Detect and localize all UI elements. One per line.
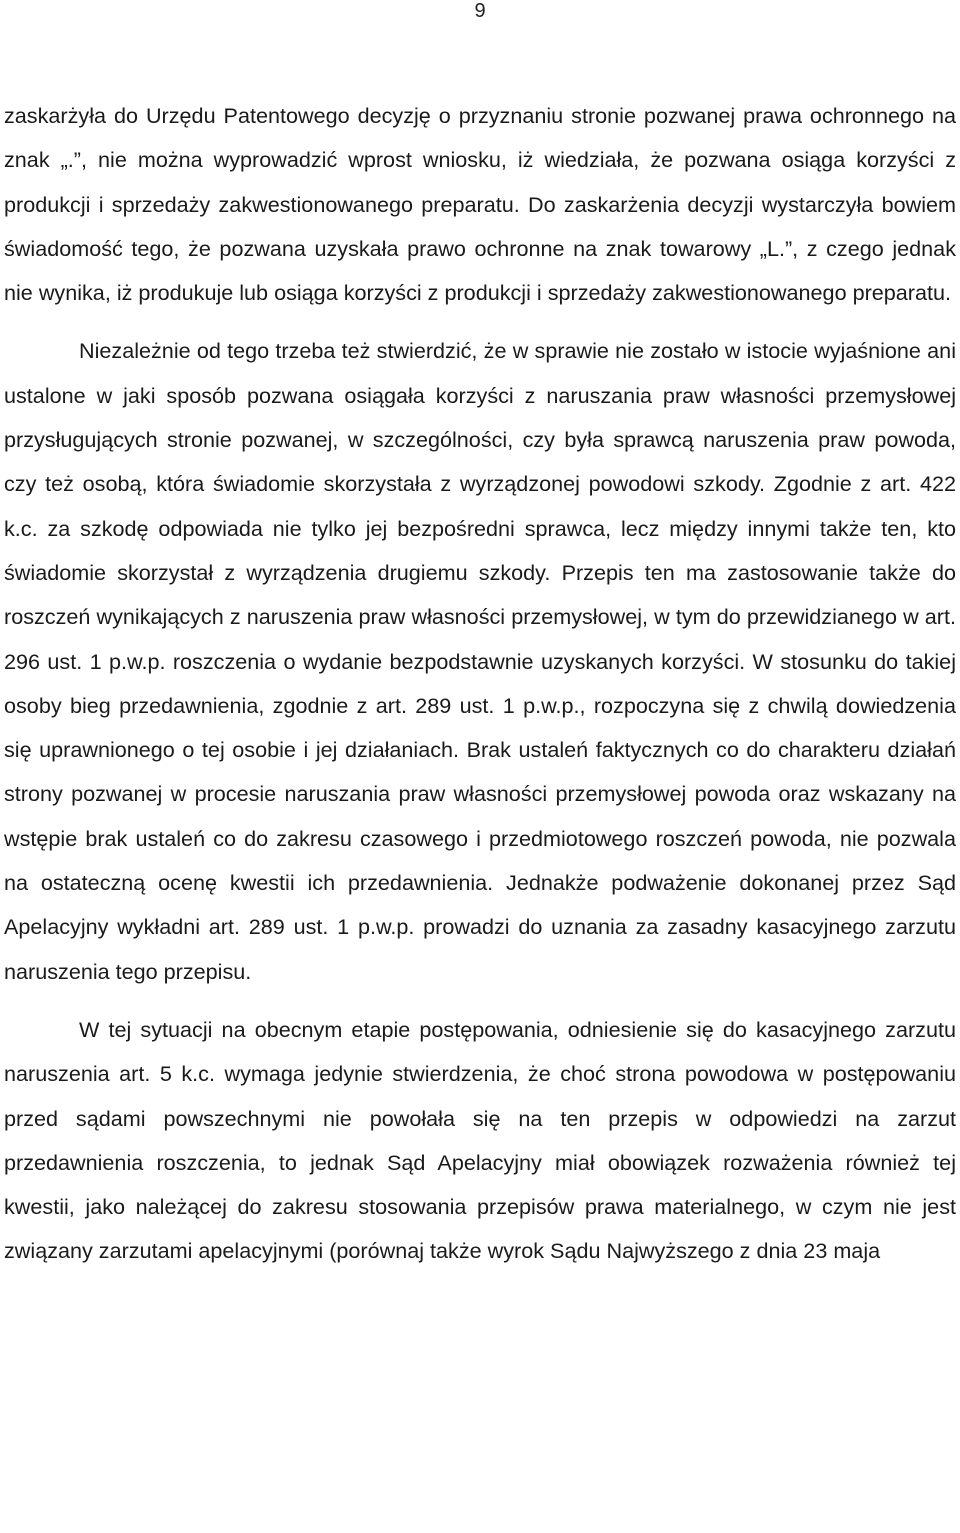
- paragraph-art5-objection: W tej sytuacji na obecnym etapie postępowania, odniesienie się do kasacyjnego zarzutu naruszenia art. 5 k.c. wymaga jedynie stwierdzenia, że choć strona powodowa w postępowaniu przed sądami powszechnymi nie powołała się na ten przepis w odpowiedzi na zarzut przedawnienia roszczenia, to jednak Sąd Apelacyjny miał obowiązek rozważenia również tej kwestii, jako należącej do zakresu stosowania przepisów prawa materialnego, w czym nie jest związany zarzutami apelacyjnymi (porównaj także wyrok Sądu Najwyższego z dnia 23 maja: [4, 1016, 956, 1264]
- paragraph-limitation-analysis: Niezależnie od tego trzeba też stwierdzić, że w sprawie nie zostało w istocie wyjaśnione ani ustalone w jaki sposób pozwana osiągała korzyści z naruszania praw własności przemysłowej przysługujących stronie pozwanej, w szczególności, czy była sprawcą naruszenia praw powoda, czy też osobą, która świadomie skorzystała z wyrządzonej powodowi szkody. Zgodnie z art. 422 k.c. za szkodę odpowiada nie tylko jej bezpośredni sprawca, lecz między innymi także ten, kto świadomie skorzystał z wyrządzenia drugiemu szkody. Przepis ten ma zastosowanie także do roszczeń wynikających z naruszenia praw własności przemysłowej, w tym do przewidzianego w art. 296 ust. 1 p.w.p. roszczenia o wydanie bezpodstawnie uzyskanych korzyści. W stosunku do takiej osoby bieg przedawnienia, zgodnie z art. 289 ust. 1 p.w.p., rozpoczyna się z chwilą dowiedzenia się uprawnionego o tej osobie i jej działaniach. Brak ustaleń faktycznych co do charakteru działań strony pozwanej w procesie naruszania praw własności przemysłowej powoda oraz wskazany na wstępie brak ustaleń co do zakresu czasowego i przedmiotowego roszczeń powoda, nie pozwala na ostateczną ocenę kwestii ich przedawnienia. Jednakże podważenie dokonanej przez Sąd Apelacyjny wykładni art. 289 ust. 1 p.w.p. prowadzi do uznania za zasadny kasacyjnego zarzutu naruszenia tego przepisu.: [4, 338, 956, 984]
- paragraph-continuation: zaskarżyła do Urzędu Patentowego decyzję o przyznaniu stronie pozwanej prawa ochronnego na znak „.”, nie można wyprowadzić wprost wniosku, iż wiedziała, że pozwana osiąga korzyści z produkcji i sprzedaży zakwestionowanego preparatu. Do zaskarżenia decyzji wystarczyła bowiem świadomość tego, że pozwana uzyskała prawo ochronne na znak towarowy „L.”, z czego jednak nie wynika, iż produkuje lub osiąga korzyści z produkcji i sprzedaży zakwestionowanego preparatu.: [4, 103, 956, 306]
- page-number: 9: [474, 0, 486, 22]
- document-body: [4, 94, 956, 1274]
